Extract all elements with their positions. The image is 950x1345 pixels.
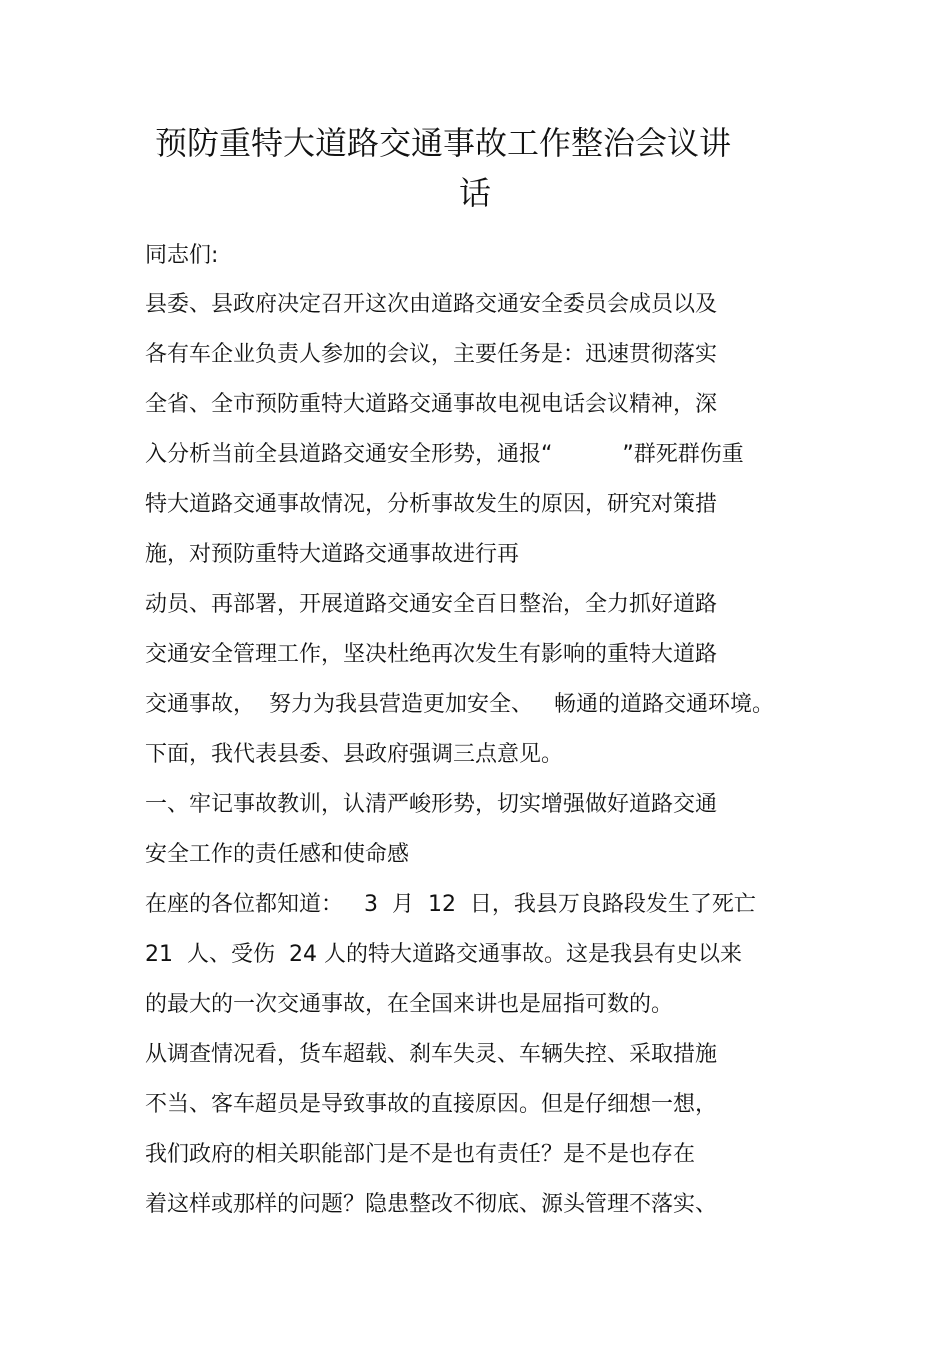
body-line: 下面，我代表县委、县政府强调三点意见。 xyxy=(145,742,564,767)
body-line: 全省、全市预防重特大道路交通事故电视电话会议精神，深 xyxy=(145,392,718,417)
body-line: 县委、县政府决定召开这次由道路交通安全委员会成员以及 xyxy=(145,292,718,317)
body-line: 的最大的一次交通事故，在全国来讲也是屈指可数的。 xyxy=(145,992,674,1017)
document-title-line-1: 预防重特大道路交通事故工作整治会议讲 xyxy=(154,124,731,162)
body-line: 各有车企业负责人参加的会议，主要任务是：迅速贯彻落实 xyxy=(145,342,718,367)
body-line: 21 人、受伤 24 人的特大道路交通事故。这是我县有史以来 xyxy=(145,942,742,967)
body-line: 特大道路交通事故情况，分析事故发生的原因，研究对策措 xyxy=(145,492,718,517)
body-line: 不当、客车超员是导致事故的直接原因。但是仔细想一想， xyxy=(145,1092,718,1117)
section-heading-line: 安全工作的责任感和使命感 xyxy=(145,842,410,867)
body-line: 在座的各位都知道： 3 月 12 日，我县万良路段发生了死亡 xyxy=(145,892,756,917)
body-line: 着这样或那样的问题？隐患整改不彻底、源头管理不落实、 xyxy=(145,1192,718,1217)
document-title-line-2: 话 xyxy=(458,174,491,212)
body-line: 动员、再部署，开展道路交通安全百日整治，全力抓好道路 xyxy=(145,592,718,617)
section-heading-line: 一、牢记事故教训，认清严峻形势，切实增强做好道路交通 xyxy=(145,792,718,817)
body-line: 交通事故， 努力为我县营造更加安全、 畅通的道路交通环境。 xyxy=(145,692,774,717)
body-line: 从调查情况看，货车超载、刹车失灵、车辆失控、采取措施 xyxy=(145,1042,718,1067)
body-line: 我们政府的相关职能部门是不是也有责任？是不是也存在 xyxy=(145,1142,696,1167)
body-line: 入分析当前全县道路交通安全形势，通报“ ”群死群伤重 xyxy=(145,442,744,467)
salutation: 同志们: xyxy=(145,243,219,268)
body-line: 交通安全管理工作，坚决杜绝再次发生有影响的重特大道路 xyxy=(145,642,718,667)
body-line: 施，对预防重特大道路交通事故进行再 xyxy=(145,542,520,567)
